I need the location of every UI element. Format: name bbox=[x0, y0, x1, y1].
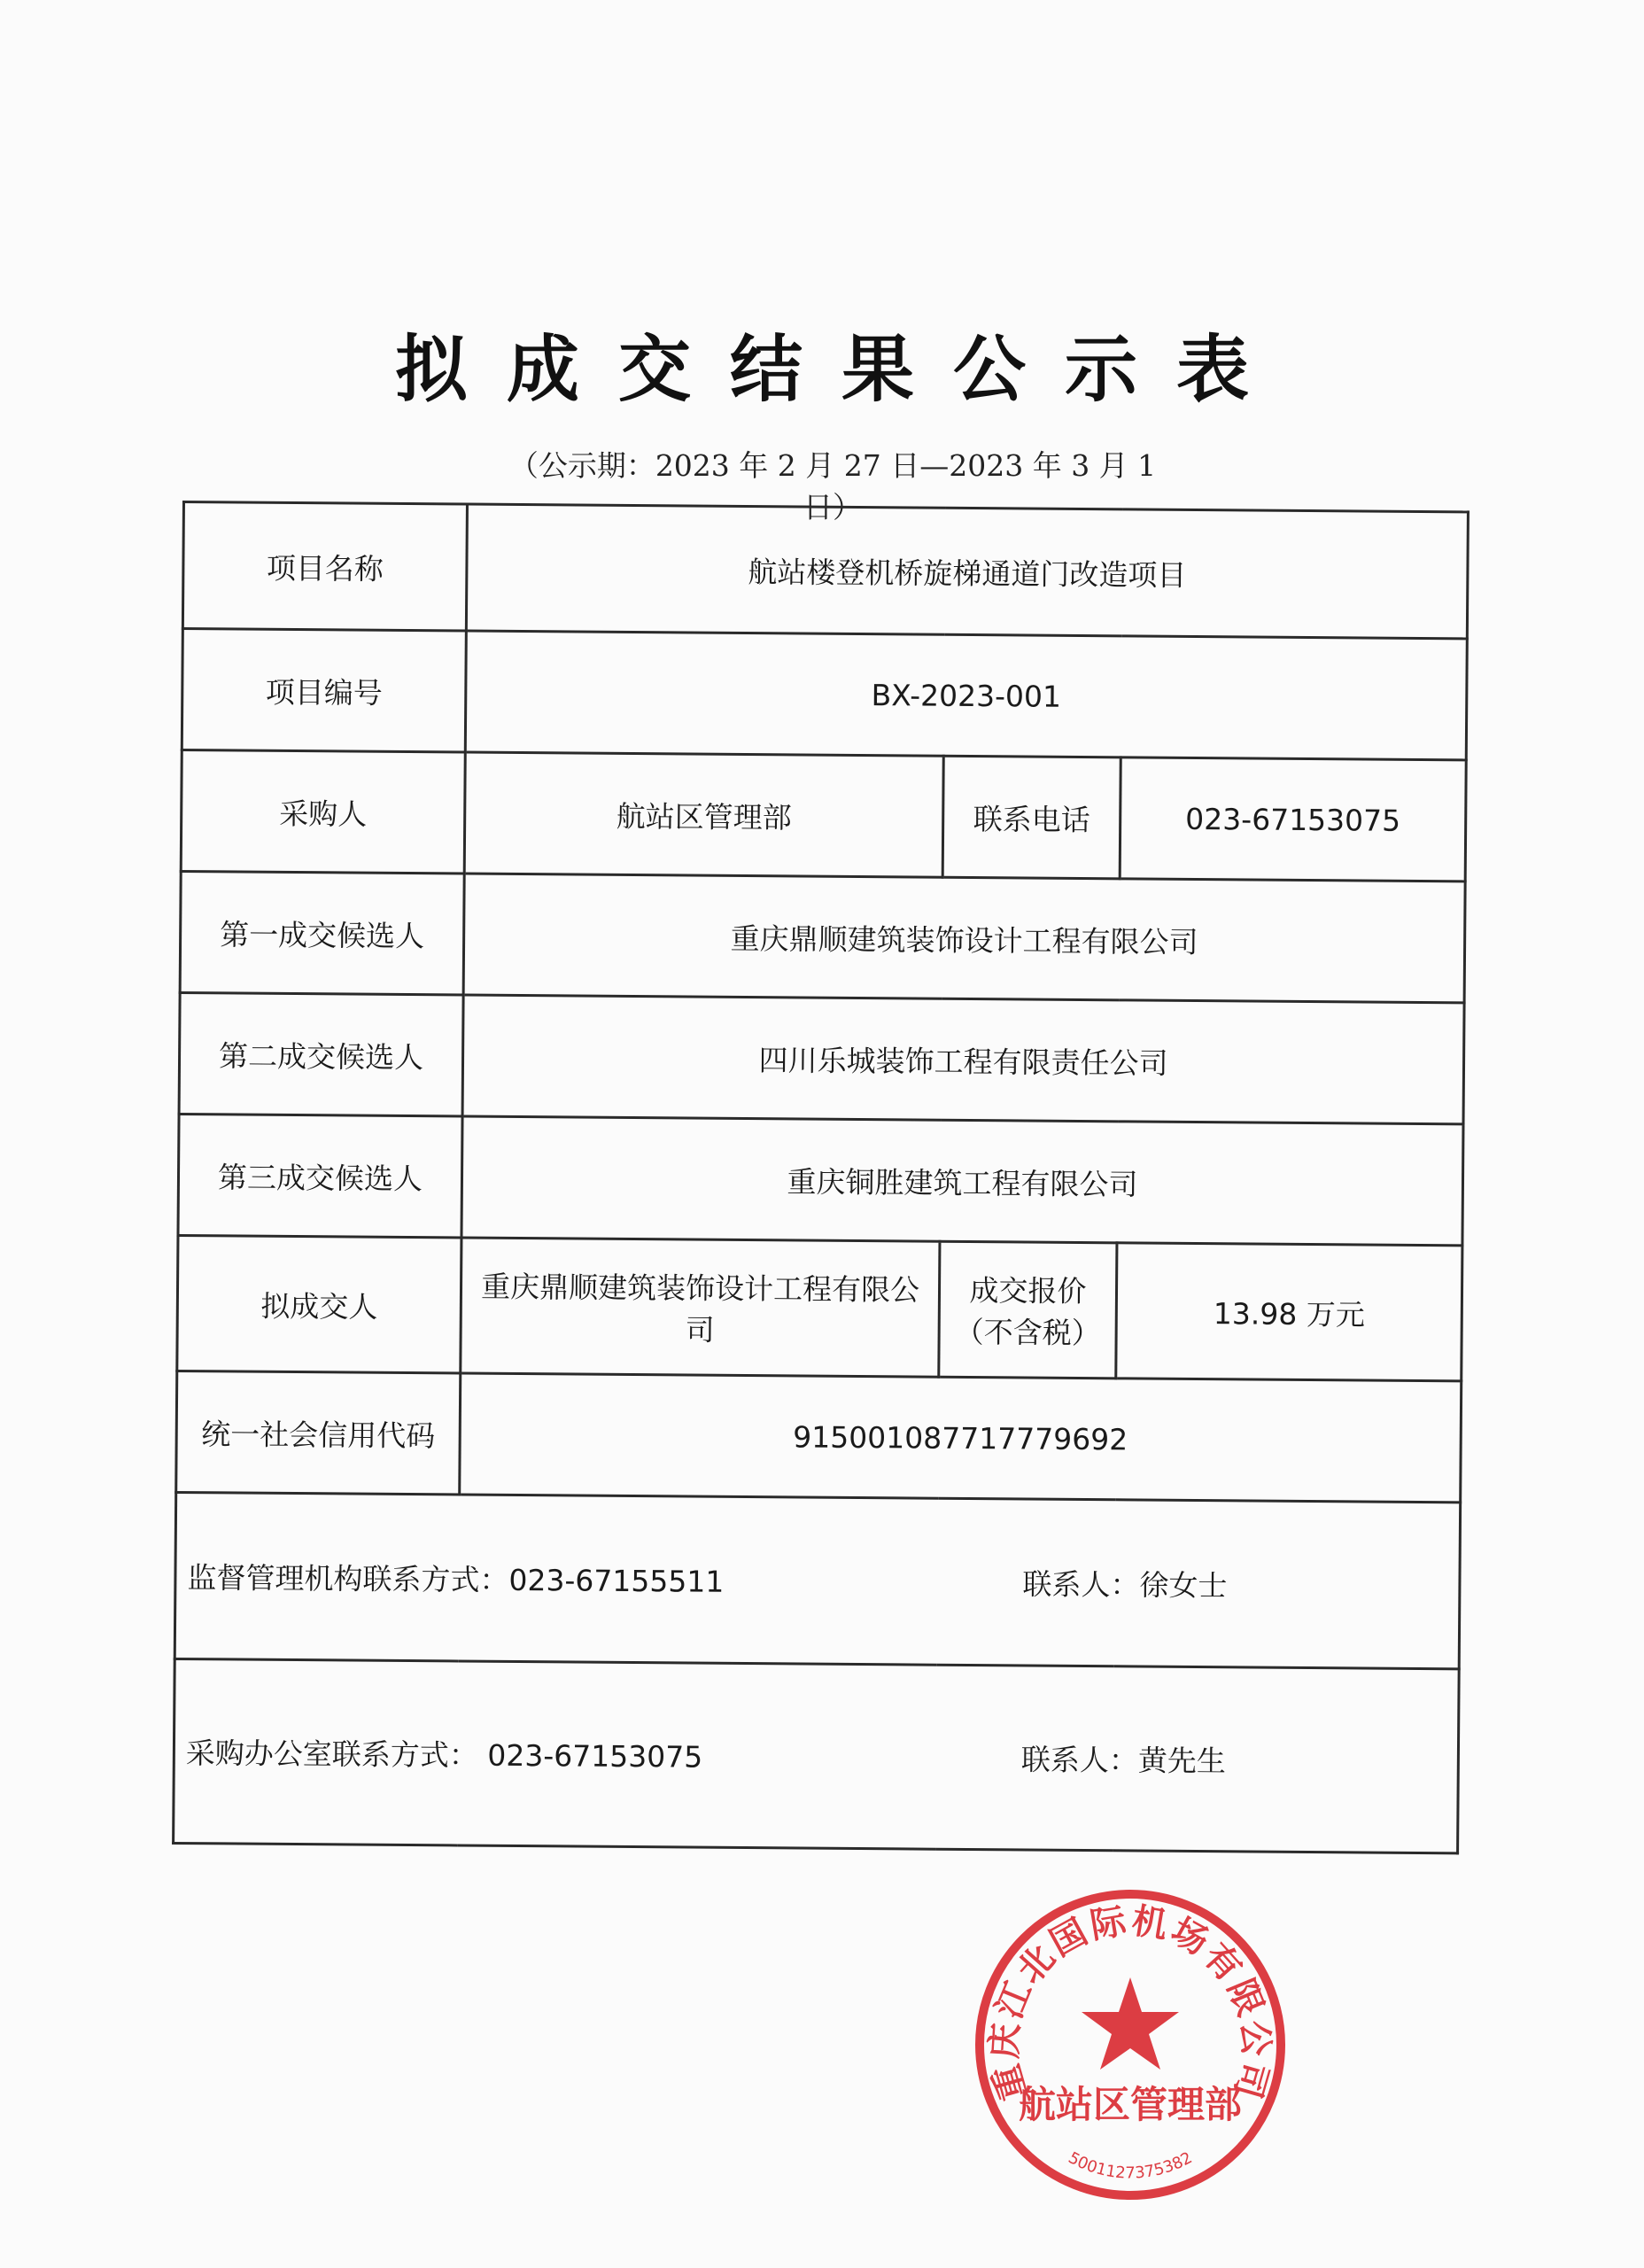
supervision-contact: 监督管理机构联系方式：023-67155511 bbox=[187, 1560, 725, 1599]
office-contact-cell bbox=[174, 1658, 1460, 1852]
phone-label: 联系电话 bbox=[942, 756, 1121, 879]
project-name-label: 项目名称 bbox=[182, 502, 467, 632]
table-row bbox=[176, 1371, 1462, 1502]
project-name-value: 航站楼登机桥旋梯通道门改造项目 bbox=[466, 504, 1468, 639]
seal-number-text: 5001127375382 bbox=[1065, 2148, 1196, 2183]
supervision-person: 联系人：徐女士 bbox=[1022, 1566, 1228, 1604]
table-row bbox=[179, 992, 1464, 1123]
winner-label: 拟成交人 bbox=[177, 1235, 461, 1373]
table-row bbox=[181, 750, 1466, 882]
table-row bbox=[177, 1235, 1462, 1380]
publicity-period: （公示期：2023 年 2 月 27 日—2023 年 3 月 1 日） bbox=[508, 448, 1157, 524]
table-row bbox=[174, 1658, 1460, 1852]
table-row bbox=[182, 629, 1467, 760]
credit-code-value: 915001087717779692 bbox=[460, 1373, 1462, 1503]
supervision-contact-cell bbox=[174, 1492, 1460, 1668]
candidate2-value: 四川乐城装饰工程有限责任公司 bbox=[462, 995, 1464, 1124]
candidate2-label: 第二成交候选人 bbox=[179, 992, 463, 1116]
price-label: 成交报价（不含税） bbox=[939, 1241, 1117, 1379]
page-title: 拟成交结果公示表 bbox=[394, 328, 1288, 412]
table-row bbox=[182, 502, 1468, 639]
official-seal bbox=[971, 1885, 1290, 2204]
candidate3-label: 第三成交候选人 bbox=[178, 1114, 462, 1238]
seal-org-text: 重庆江北国际机场有限公司 bbox=[984, 1900, 1276, 2106]
candidate1-label: 第一成交候选人 bbox=[180, 871, 464, 995]
office-person: 联系人：黄先生 bbox=[1020, 1742, 1227, 1779]
purchaser-label: 采购人 bbox=[181, 750, 465, 874]
project-no-label: 项目编号 bbox=[182, 629, 466, 753]
candidate1-value: 重庆鼎顺建筑装饰设计工程有限公司 bbox=[463, 874, 1465, 1003]
phone-value: 023-67153075 bbox=[1120, 757, 1466, 882]
result-table bbox=[172, 501, 1467, 1892]
price-value: 13.98 万元 bbox=[1116, 1243, 1462, 1381]
project-no-value: BX-2023-001 bbox=[465, 631, 1467, 760]
winner-value: 重庆鼎顺建筑装饰设计工程有限公司 bbox=[461, 1238, 940, 1377]
seal-dept-text: 航站区管理部 bbox=[1018, 2083, 1243, 2126]
credit-code-label: 统一社会信用代码 bbox=[176, 1371, 461, 1495]
table-row bbox=[174, 1492, 1460, 1668]
table-row bbox=[178, 1114, 1463, 1245]
purchaser-value: 航站区管理部 bbox=[464, 752, 943, 877]
star-icon bbox=[1082, 1977, 1179, 2070]
candidate3-value: 重庆铜胜建筑工程有限公司 bbox=[461, 1116, 1463, 1246]
office-contact: 采购办公室联系方式： 023-67153075 bbox=[185, 1736, 703, 1775]
table-row bbox=[180, 871, 1465, 1002]
